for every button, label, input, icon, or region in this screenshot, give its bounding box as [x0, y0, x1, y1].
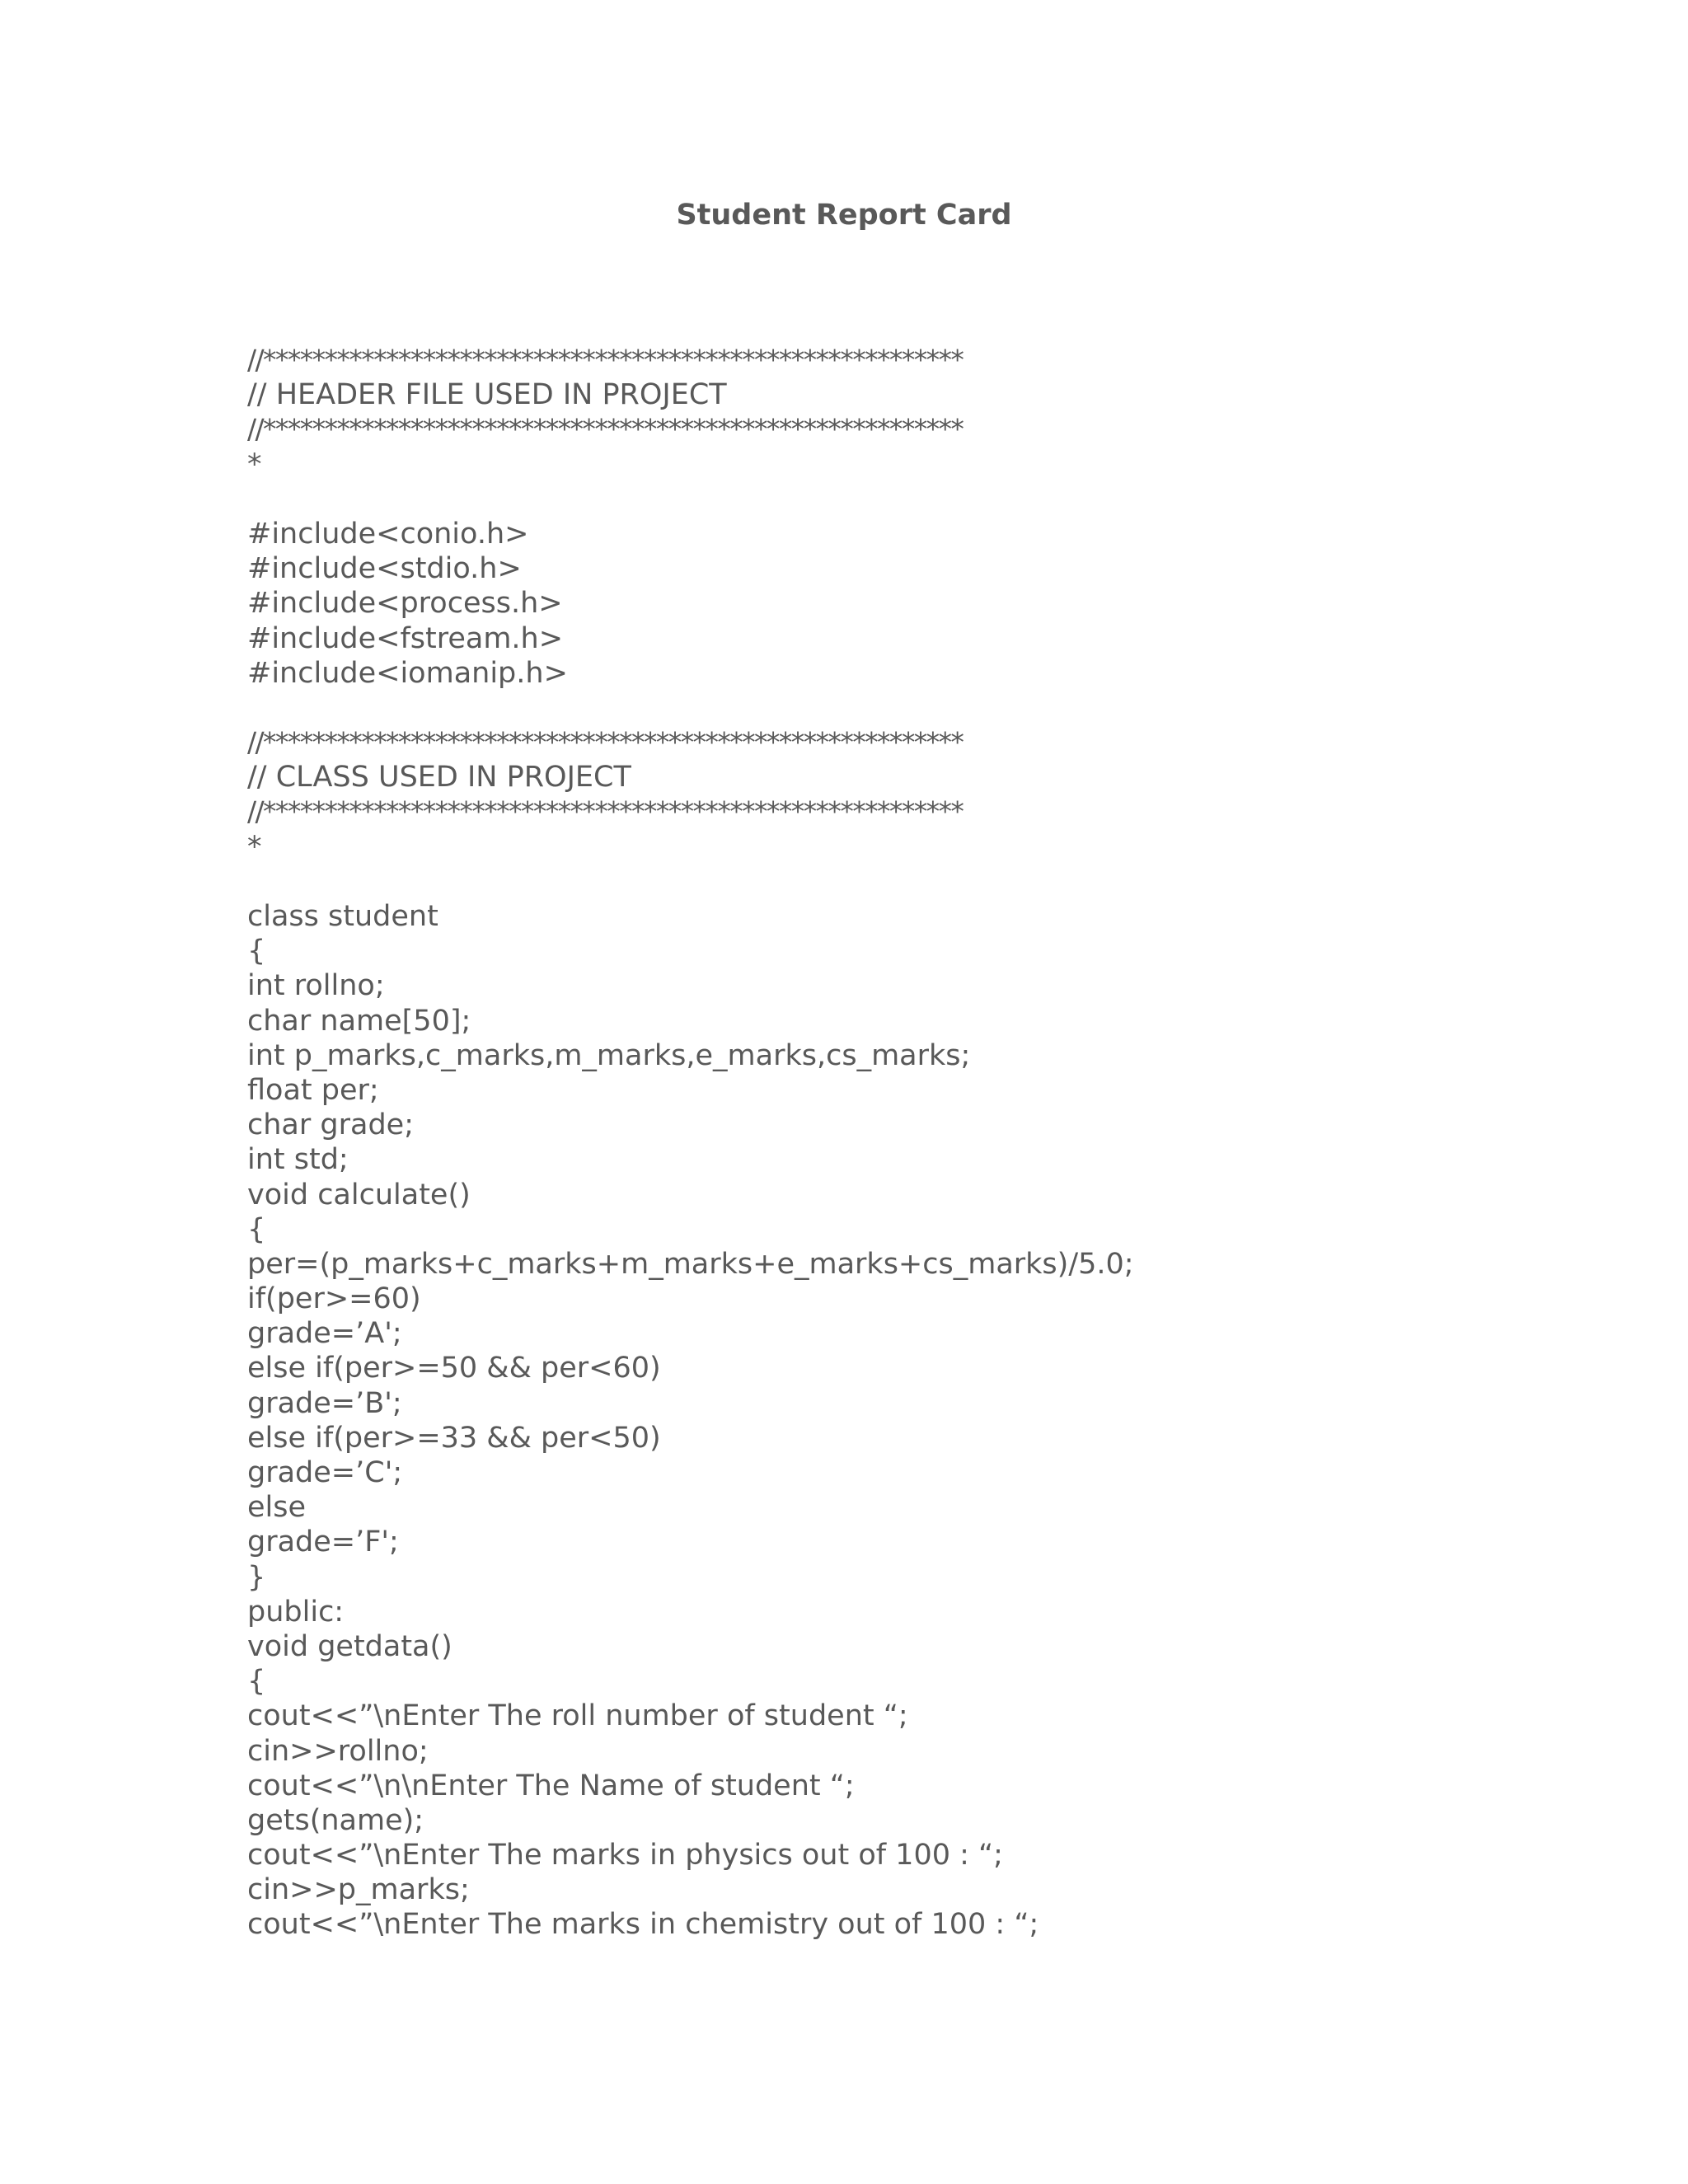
code-line: #include<fstream.h>	[247, 621, 564, 655]
code-line: {	[247, 1665, 266, 1699]
comment-banner-tail: *	[247, 830, 262, 864]
code-line: {	[247, 1212, 266, 1246]
code-line: else if(per>=50 && per<60)	[247, 1352, 661, 1385]
code-line: cout<<”\nEnter The marks in chemistry out of 100 : “;	[247, 1908, 1039, 1942]
code-line: #include<process.h>	[247, 587, 563, 621]
code-line: per=(p_marks+c_marks+m_marks+e_marks+cs_marks)/5.0;	[247, 1247, 1134, 1281]
comment-heading: // HEADER FILE USED IN PROJECT	[247, 378, 727, 412]
code-line: }	[247, 1560, 266, 1594]
code-line: if(per>=60)	[247, 1282, 421, 1316]
code-line: else if(per>=33 && per<50)	[247, 1421, 661, 1455]
code-line: {	[247, 935, 266, 968]
comment-banner-bottom: //*********************************************************	[247, 795, 964, 828]
code-line: int p_marks,c_marks,m_marks,e_marks,cs_marks;	[247, 1038, 971, 1072]
code-line: grade=’B';	[247, 1386, 402, 1420]
code-line: #include<stdio.h>	[247, 552, 522, 586]
code-line: #include<conio.h>	[247, 517, 529, 551]
code-line: cout<<”\n\nEnter The Name of student “;	[247, 1769, 855, 1802]
blank-line	[247, 691, 1451, 725]
code-line: void calculate()	[247, 1178, 471, 1212]
code-line: cout<<”\nEnter The roll number of student “;	[247, 1699, 908, 1733]
code-line: cin>>p_marks;	[247, 1873, 470, 1907]
comment-banner-top: //*********************************************************	[247, 726, 964, 759]
code-line: else	[247, 1491, 307, 1525]
code-line: grade=’A';	[247, 1317, 402, 1351]
code-line: cout<<”\nEnter The marks in physics out of 100 : “;	[247, 1839, 1003, 1872]
code-line: #include<iomanip.h>	[247, 656, 568, 690]
code-line: public:	[247, 1595, 345, 1629]
document-title: Student Report Card	[676, 199, 1012, 232]
code-line: int std;	[247, 1143, 349, 1177]
code-line: grade=’F';	[247, 1526, 399, 1559]
code-line: grade=’C';	[247, 1456, 403, 1489]
blank-line	[247, 482, 1451, 517]
blank-line	[247, 865, 1451, 899]
code-line: char grade;	[247, 1108, 414, 1142]
comment-banner-bottom: //*********************************************************	[247, 413, 964, 446]
code-line: int rollno;	[247, 969, 385, 1003]
code-line: void getdata()	[247, 1629, 452, 1663]
code-line: float per;	[247, 1073, 379, 1107]
comment-banner-top: //*********************************************************	[247, 344, 964, 376]
code-line: class student	[247, 900, 438, 933]
code-line: char name[50];	[247, 1004, 471, 1038]
comment-banner-tail: *	[247, 448, 262, 481]
code-line: gets(name);	[247, 1803, 424, 1837]
code-line: cin>>rollno;	[247, 1734, 429, 1768]
comment-heading: // CLASS USED IN PROJECT	[247, 761, 631, 794]
code-listing	[247, 343, 1451, 1943]
